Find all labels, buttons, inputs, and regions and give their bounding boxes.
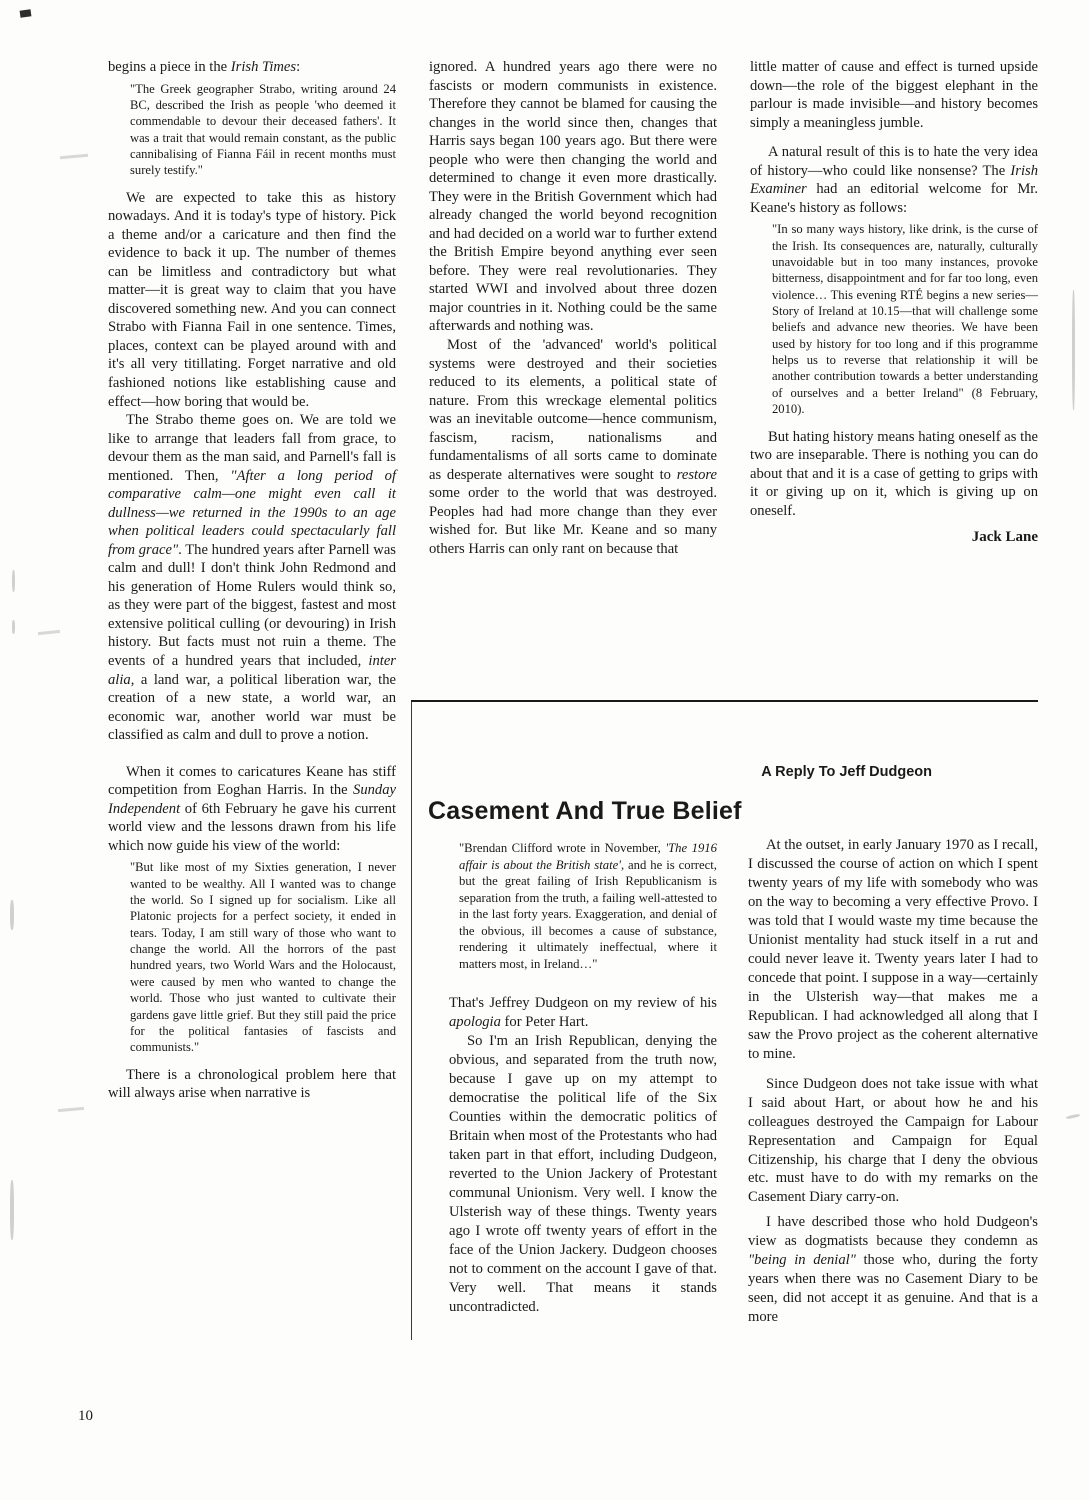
text-run: "Brendan Clifford wrote in November, [459,841,666,855]
blockquote: "But like most of my Sixties generation, I never wanted to be wealthy. All I wanted was to change the world. So I signed up for socialism. Like all Platonic projects for a perfect society, it ended in tears. Today, I am still wary of those who want to change the world. All the horrors of the past hundred years, two World Wars and the Holocaust, were caused by men who wanted to change the world. Those who just wanted to cultivate their gardens gave little grief. But they still paid the price for the political fantasies of fascists and communists." [130,860,396,1055]
article-headline: Casement And True Belief [428,796,742,825]
paragraph: Since Dudgeon does not take issue with what I said about Hart, or about how he and his colleagues destroyed the Campaign for Labour Representation and Campaign for Equal Citizenship, his charge that I deny the obvious etc. must have to do with my remarks on the Casement Diary carry-on. [748,1075,1038,1206]
scan-artifact [58,1107,84,1112]
paragraph: We are expected to take this as history nowadays. And it is today's type of history. Pick a theme and/or a caricature and then find the evidence to back it up. The number of themes can be limitless and contradictory but what matter—it is great way to claim that you have discovered something new. And you can connect Strabo with Fianna Fail in one sentence. Times, places, context can be played around with and it's all very titillating. Forget narrative and old fashioned notions like establishing cause and effect—how boring that would be. [108,189,396,410]
scan-speck [10,900,14,930]
paragraph [429,336,717,558]
scan-artifact [60,154,88,159]
scan-speck [1072,290,1075,410]
text-run: A natural result of this is to hate the very idea of history—who could like nonsense? The [750,144,1038,179]
scan-artifact [38,630,60,635]
text-italic: 'The 1916 affair is about the British state' [459,841,717,872]
article2-column-2 [449,836,717,1316]
paragraph [108,411,396,745]
paragraph: ignored. A hundred years ago there were no fascists or modern communists in existence. Therefore they cannot be blamed for causing the changes in the world since then, changes that Harris says began 100 years ago. But there were people who were then changing the world and determined to change it even more drastically. They were in the British Government which had already changed the world beyond recognition and had decided on a world war to further extend the British Empire beyond anything ever seen before. They were real revolutionaries. They started WWI and involved about three dozen major countries in it. Nothing could be the same afterwards and nothing was. [429,59,717,335]
blockquote [459,840,717,972]
article-separator-rule [411,700,1038,702]
text-italic: Irish Times [230,59,297,75]
text-italic: apologia [449,1013,501,1030]
text-run: some order to the world that was destroyed. Peoples had had more change than they ever wished for. But like Mr. Keane and so many others Harris can only rant on because that [429,485,717,557]
paragraph: At the outset, in early January 1970 as I recall, I discussed the course of action on which I spent twenty years of my life with somebody who was on the way to becoming a very effective Provo. I was told that I would waste my time because the Unionist mentality had stuck itself in a rut and could never leave it. Twenty years later I had to concede that point. I suppose in a way—certainly in the Ulsterish way—that makes me a Republican. I had acknowledged all along that I saw the Provo project as the coherent alternative to mine. [748,837,1038,1062]
paragraph [750,143,1038,217]
text-italic: "After a long period of comparative calm—one might even call it dullness—we returned in the 1990s to an age when political leaders could spectacularly fall from grace" [108,467,396,558]
text-run: begins a piece in the [108,59,231,75]
article-kicker: A Reply To Jeff Dudgeon [761,764,932,780]
article-column-1 [108,58,396,1398]
text-run: When it comes to caricatures Keane has stiff competition from Eoghan Harris. In the [108,763,396,799]
text-run: had an editorial welcome for Mr. Keane's history as follows: [750,181,1038,216]
blockquote: "In so many ways history, like drink, is the curse of the Irish. Its consequences are, naturally, culturally unavoidable but in too many instances, provoke bitterness, disappointment and for far too long, even violence… This evening RTÉ begins a new series—Story of Ireland at 10.15—that will challenge some beliefs and advance new theories. We have been used by history for too long and if this programme helps us to reverse that relationship it will be another contribution towards a better understanding of ourselves and a better Ireland" (8 February, 2010). [772,222,1038,417]
paragraph: So I'm an Irish Republican, denying the obvious, and separated from the truth now, because I gave up on my attempt to democratise the political life of the Six Counties within the democratic politics of Britain when most of the Protestants who had taken part in that effort, including Dudgeon, reverted to the Union Jackery of Protestant communal Unionism. Very well. I know the Ulsterish way of these things. Twenty years ago I wrote off twenty years of effort in the face of the Union Jackery. Dudgeon chooses not to comment on the account I gave of that. Very well. That means it stands uncontradicted. [449,1032,717,1315]
author-signature: Jack Lane [971,529,1038,546]
paragraph: But hating history means hating oneself as the two are inseparable. There is nothing you can do about that and it is a case of getting to grips with it or giving up on it, which is giving up on oneself. [750,428,1038,519]
paragraph [748,1213,1038,1327]
text-run: of 6th February he gave his current world view and the lessons drawn from his life which now guide his view of the world: [108,800,396,854]
paragraph: There is a chronological problem here that will always arise when narrative is [108,1066,396,1102]
text-run: The Strabo theme goes on. We are told we like to arrange that leaders fall from grace, to devour them as the man said, and Parnell's fall is mentioned. Then, [108,412,396,484]
scan-speck [12,620,15,634]
scan-artifact-corner [20,9,32,17]
paragraph [108,763,396,856]
text-run: . The hundred years after Parnell was calm and dull! I don't think John Redmond and his generation of Home Rulers would think so, as they were part of the biggest, fastest and most extensive political culling (or devouring) in Irish history. But facts must not ruin a theme. The events of a hundred years that included, [108,541,396,669]
text-run: I have described those who hold Dudgeon's view as dogmatists because they condemn as [748,1214,1038,1250]
column-rule [411,700,412,1340]
paragraph: little matter of cause and effect is turned upside down—the role of the biggest elephant in the parlour is made invisible—and history becomes simply a meaningless jumble. [750,59,1038,131]
text-italic: restore [676,466,717,483]
text-italic: Sunday Independent [108,782,396,817]
text-run: for Peter Hart. [500,1013,589,1030]
text-run: , a land war, a political liberation war, the creation of a new state, a world war, an economic war, another world war must be classified as calm and dull to prove a notion. [108,671,396,744]
page-number: 10 [78,1408,93,1424]
scan-speck [10,1180,14,1240]
paragraph [108,58,396,77]
text-italic: inter alia [108,652,396,688]
text-run: , and he is correct, but the great failing of Irish Republicanism is separation from the truth, a failing well-attested to in the last forty years. Exaggeration, and denial of the obvious, ill becomes a cause of substance, rendering it ultimately ineffectual, where it matters most, in Ireland…" [459,857,717,971]
text-run: : [296,59,301,75]
scan-speck [1066,1114,1080,1120]
text-italic: "being in denial" [748,1252,856,1269]
article2-column-3 [748,836,1038,1327]
paragraph [449,994,717,1032]
scan-speck [12,570,15,592]
text-run: Most of the 'advanced' world's political systems were destroyed and their societies reduced to its elements, a political state of nature. From this wreckage elemental politics was an inevitable outcome—hence communism, fascism, racism, nationalisms and fundamentalisms of all sorts came to dominate as desperate alternatives were sought to [429,336,717,483]
text-run: those who, during the forty years when there was no Casement Diary to be seen, did not accept it as genuine. And that is a more [748,1252,1038,1326]
blockquote: "The Greek geographer Strabo, writing around 24 BC, described the Irish as people 'who deemed it commendable to devour their deceased fathers'. It was a trait that would remain constant, as the public cannibalising of Fianna Fáil in recent months must surely testify." [130,81,396,178]
text-italic: Irish Examiner [750,162,1038,198]
text-run: That's Jeffrey Dudgeon on my review of his [449,995,717,1011]
